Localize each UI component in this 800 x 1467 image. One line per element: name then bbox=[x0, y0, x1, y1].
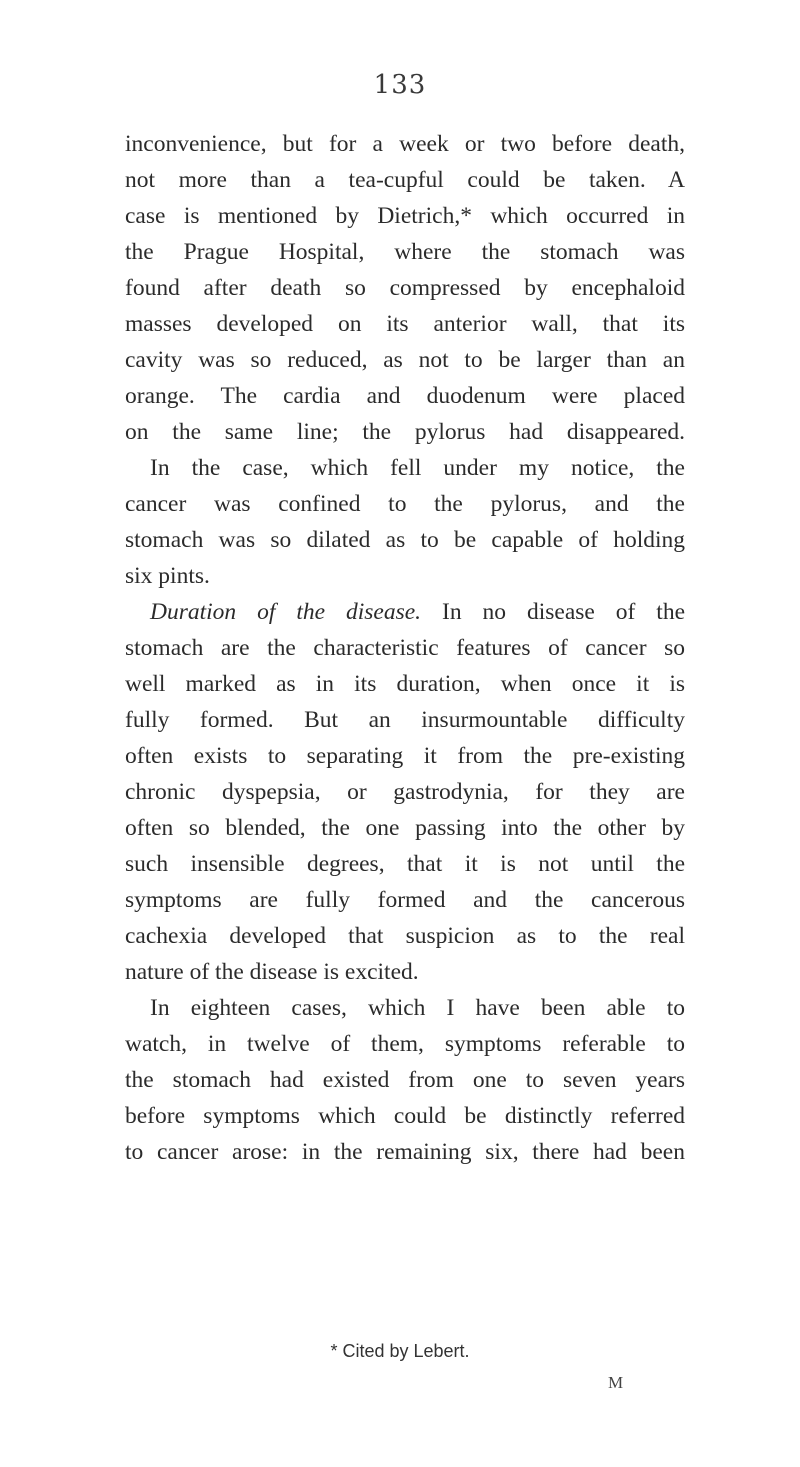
footnote: * Cited by Lebert. bbox=[330, 1341, 470, 1361]
text-line: nature of the disease is excited. bbox=[125, 959, 419, 985]
text-line: symptoms are fully formed and the cancerous bbox=[125, 887, 685, 913]
text-line: on the same line; the pylorus had disappeared. bbox=[125, 419, 685, 445]
text-line: cachexia developed that suspicion as to the real bbox=[125, 923, 685, 949]
text-line: stomach was so dilated as to be capable of holding bbox=[125, 527, 685, 553]
page-number: 133 bbox=[373, 70, 427, 100]
text-line: to cancer arose: in the remaining six, there had been bbox=[125, 1139, 685, 1165]
text-line: In the case, which fell under my notice, the bbox=[150, 455, 685, 481]
text-line: masses developed on its anterior wall, that its bbox=[125, 311, 685, 337]
section-heading-line bbox=[150, 594, 685, 630]
text-line: the stomach had existed from one to seven years bbox=[125, 1067, 685, 1093]
text-line: stomach are the characteristic features of cancer so bbox=[125, 635, 685, 661]
text-line: not more than a tea-cupful could be taken. A bbox=[125, 167, 685, 193]
section-heading-rest: In no disease of the bbox=[421, 599, 686, 625]
text-line: often exists to separating it from the pre-existing bbox=[125, 743, 685, 769]
signature-mark: M bbox=[608, 1373, 624, 1392]
text-line: such insensible degrees, that it is not until the bbox=[125, 851, 685, 877]
text-line: chronic dyspepsia, or gastrodynia, for they are bbox=[125, 779, 685, 805]
text-line: well marked as in its duration, when once it is bbox=[125, 671, 685, 697]
text-line: six pints. bbox=[125, 563, 210, 589]
text-line: found after death so compressed by encephaloid bbox=[125, 275, 685, 301]
text-line: cancer was confined to the pylorus, and the bbox=[125, 491, 685, 517]
text-line: In eighteen cases, which I have been able to bbox=[150, 995, 685, 1021]
text-line: before symptoms which could be distinctly referred bbox=[125, 1103, 685, 1129]
text-line: inconvenience, but for a week or two before death, bbox=[125, 131, 685, 157]
text-line: fully formed. But an insurmountable difficulty bbox=[125, 707, 685, 733]
section-heading: Duration of the disease. bbox=[150, 599, 422, 625]
text-line: the Prague Hospital, where the stomach was bbox=[125, 239, 685, 265]
text-line: case is mentioned by Dietrich,* which occurred in bbox=[125, 203, 685, 229]
text-line: orange. The cardia and duodenum were placed bbox=[125, 383, 685, 409]
text-line: cavity was so reduced, as not to be larger than an bbox=[125, 347, 685, 373]
text-line: often so blended, the one passing into the other by bbox=[125, 815, 685, 841]
text-line: watch, in twelve of them, symptoms referable to bbox=[125, 1031, 685, 1057]
